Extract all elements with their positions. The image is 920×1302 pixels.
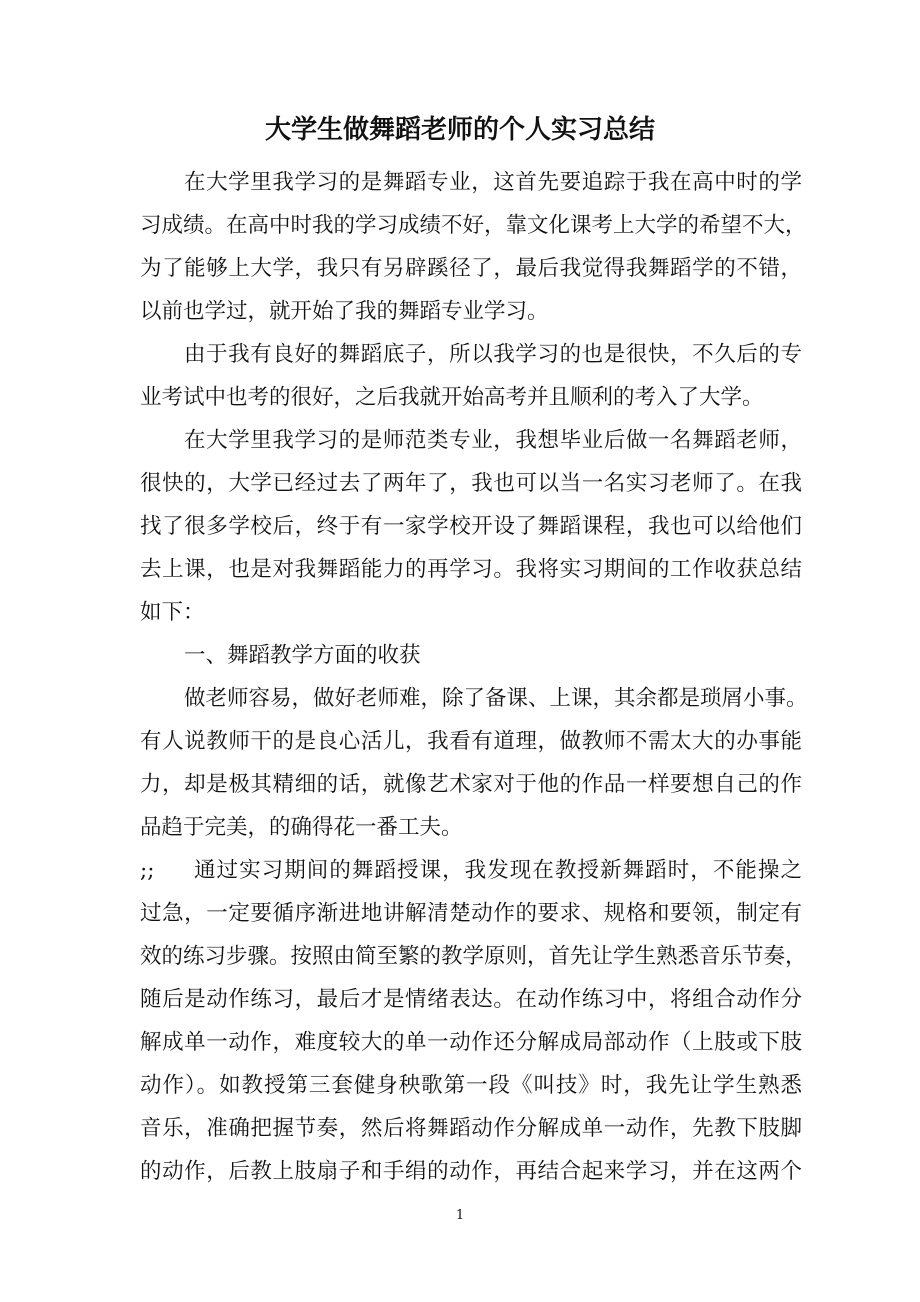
text-line: 如下： <box>140 600 205 625</box>
text-line: 的动作，后教上肢扇子和手绢的动作，再结合起来学习，并在这两个 <box>140 1159 802 1184</box>
paragraph <box>140 333 802 419</box>
text-line: 去上课，也是对我舞蹈能力的再学习。我将实习期间的工作收获总结 <box>140 557 802 582</box>
page-number: 1 <box>455 1208 465 1223</box>
text-line: 由于我有良好的舞蹈底子，所以我学习的也是很快，不久后的专 <box>184 342 802 367</box>
text-line: 音乐，准确把握节奏，然后将舞蹈动作分解成单一动作，先教下肢脚 <box>140 1116 802 1141</box>
paragraph <box>140 419 802 634</box>
text-line <box>140 849 802 892</box>
text-line: 为了能够上大学，我只有另辟蹊径了，最后我觉得我舞蹈学的不错， <box>140 256 802 281</box>
text-line: 有人说教师干的是良心活儿，我看有道理，做教师不需太大的办事能 <box>140 729 802 754</box>
text-line: 动作）。如教授第三套健身秧歌第一段《叫技》时，我先让学生熟悉 <box>140 1073 802 1098</box>
section-heading <box>140 634 802 677</box>
text-line: 在大学里我学习的是师范类专业，我想毕业后做一名舞蹈老师， <box>184 428 802 453</box>
text-line: 做老师容易，做好老师难，除了备课、上课，其余都是琐屑小事。 <box>184 686 808 711</box>
text-line: 找了很多学校后，终于有一家学校开设了舞蹈课程，我也可以给他们 <box>140 514 802 539</box>
paragraph <box>140 161 807 333</box>
text-line: 过急，一定要循序渐进地讲解清楚动作的要求、规格和要领，制定有 <box>140 901 802 926</box>
text-line: 解成单一动作，难度较大的单一动作还分解成局部动作（上肢或下肢 <box>140 1030 802 1055</box>
text-line: 品趋于完美，的确得花一番工夫。 <box>140 815 463 840</box>
text-line: 业考试中也考的很好，之后我就开始高考并且顺利的考入了大学。 <box>140 385 764 410</box>
paragraph <box>140 677 808 849</box>
document-body <box>140 161 808 1193</box>
stray-mark: ;; <box>140 858 155 883</box>
text-line: 力，却是极其精细的话，就像艺术家对于他的作品一样要想自己的作 <box>140 772 802 797</box>
text-line-content: 通过实习期间的舞蹈授课，我发现在教授新舞蹈时，不能操之 <box>194 858 802 883</box>
section-heading-text: 一、舞蹈教学方面的收获 <box>184 643 421 668</box>
document-title: 大学生做舞蹈老师的个人实习总结 <box>264 115 655 145</box>
text-line: 习成绩。在高中时我的学习成绩不好，靠文化课考上大学的希望不大， <box>140 213 807 238</box>
text-line: 效的练习步骤。按照由简至繁的教学原则，首先让学生熟悉音乐节奏， <box>140 944 807 969</box>
paragraph <box>140 849 807 1193</box>
text-line: 很快的，大学已经过去了两年了，我也可以当一名实习老师了。在我 <box>140 471 802 496</box>
text-line: 随后是动作练习，最后才是情绪表达。在动作练习中，将组合动作分 <box>140 987 802 1012</box>
text-line: 在大学里我学习的是舞蹈专业，这首先要追踪于我在高中时的学 <box>184 170 802 195</box>
text-line: 以前也学过，就开始了我的舞蹈专业学习。 <box>140 299 549 324</box>
